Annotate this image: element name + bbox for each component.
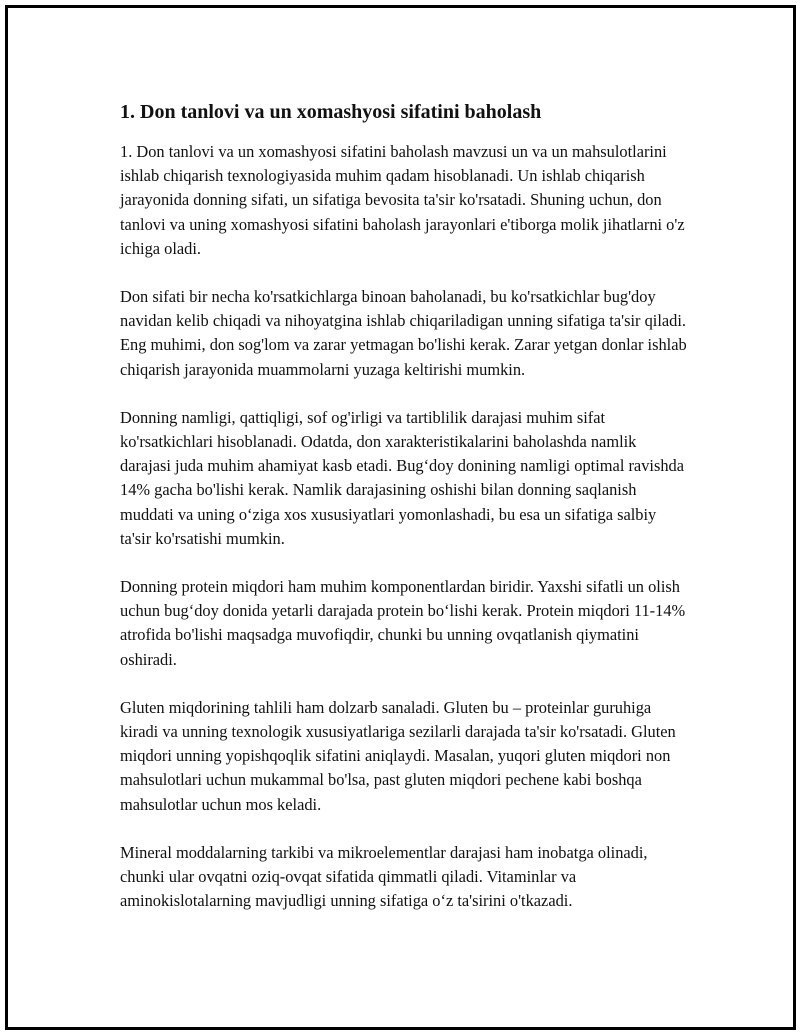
page-frame <box>5 5 796 1030</box>
paragraph-gluten: Gluten miqdorining tahlili ham dolzarb sanaladi. Gluten bu – proteinlar guruhiga kiradi va unning texnologik xususiyatlariga sezilarli darajada ta'sir ko'rsatadi. Gluten miqdori unning yopishqoqlik sifatini aniqlaydi. Masalan, yuqori gluten miqdori non mahsulotlari uchun mukammal bo'lsa, past gluten miqdori pechene kabi boshqa mahsulotlar uchun mos keladi. <box>120 697 676 814</box>
paragraph-protein: Donning protein miqdori ham muhim komponentlardan biridir. Yaxshi sifatli un olish uchun bug‘doy donida yetarli darajada protein bo‘lishi kerak. Protein miqdori 11-14% atrofida bo'lishi maqsadga muvofiqdir, chunki bu unning ovqatlanish qiymatini oshiradi. <box>120 577 686 669</box>
document-heading: 1. Don tanlovi va un xomashyosi sifatini baholash <box>120 101 542 123</box>
paragraph-minerals: Mineral moddalarning tarkibi va mikroelementlar darajasi ham inobatga olinadi, chunki ular ovqatni oziq-ovqat sifatida qimmatli qiladi. Vitaminlar va aminokislotalarning mavjudligi unning sifatiga o‘z ta'sirini o'tkazadi. <box>120 842 648 911</box>
paragraph-grain-quality: Don sifati bir necha ko'rsatkichlarga binoan baholanadi, bu ko'rsatkichlar bug'doy navidan kelib chiqadi va nihoyatgina ishlab chiqariladigan unning sifatiga ta'sir qiladi. Eng muhimi, don sog'lom va zarar yetmagan bo'lishi kerak. Zarar yetgan donlar ishlab chiqarish jarayonida muammolarni yuzaga keltirishi mumkin. <box>120 287 687 379</box>
document-body <box>120 98 690 937</box>
paragraph-moisture: Donning namligi, qattiqligi, sof og'irligi va tartiblilik darajasi muhim sifat ko'rsatkichlari hisoblanadi. Odatda, don xarakteristikalarini baholashda namlik darajasi juda muhim ahamiyat kasb etadi. Bug‘doy donining namligi optimal ravishda 14% gacha bo'lishi kerak. Namlik darajasining oshishi bilan donning saqlanish muddati va uning o‘ziga xos xususiyatlari yomonlashadi, bu esa un sifatiga salbiy ta'sir ko'rsatishi mumkin. <box>120 407 684 548</box>
paragraph-intro: 1. Don tanlovi va un xomashyosi sifatini baholash mavzusi un va un mahsulotlarini ishlab chiqarish texnologiyasida muhim qadam hisoblanadi. Un ishlab chiqarish jarayonida donning sifati, un sifatiga bevosita ta'sir ko'rsatadi. Shuning uchun, don tanlovi va uning xomashyosi sifatini baholash jarayonlari e'tiborga molik jihatlarni o'z ichiga oladi. <box>120 142 685 258</box>
